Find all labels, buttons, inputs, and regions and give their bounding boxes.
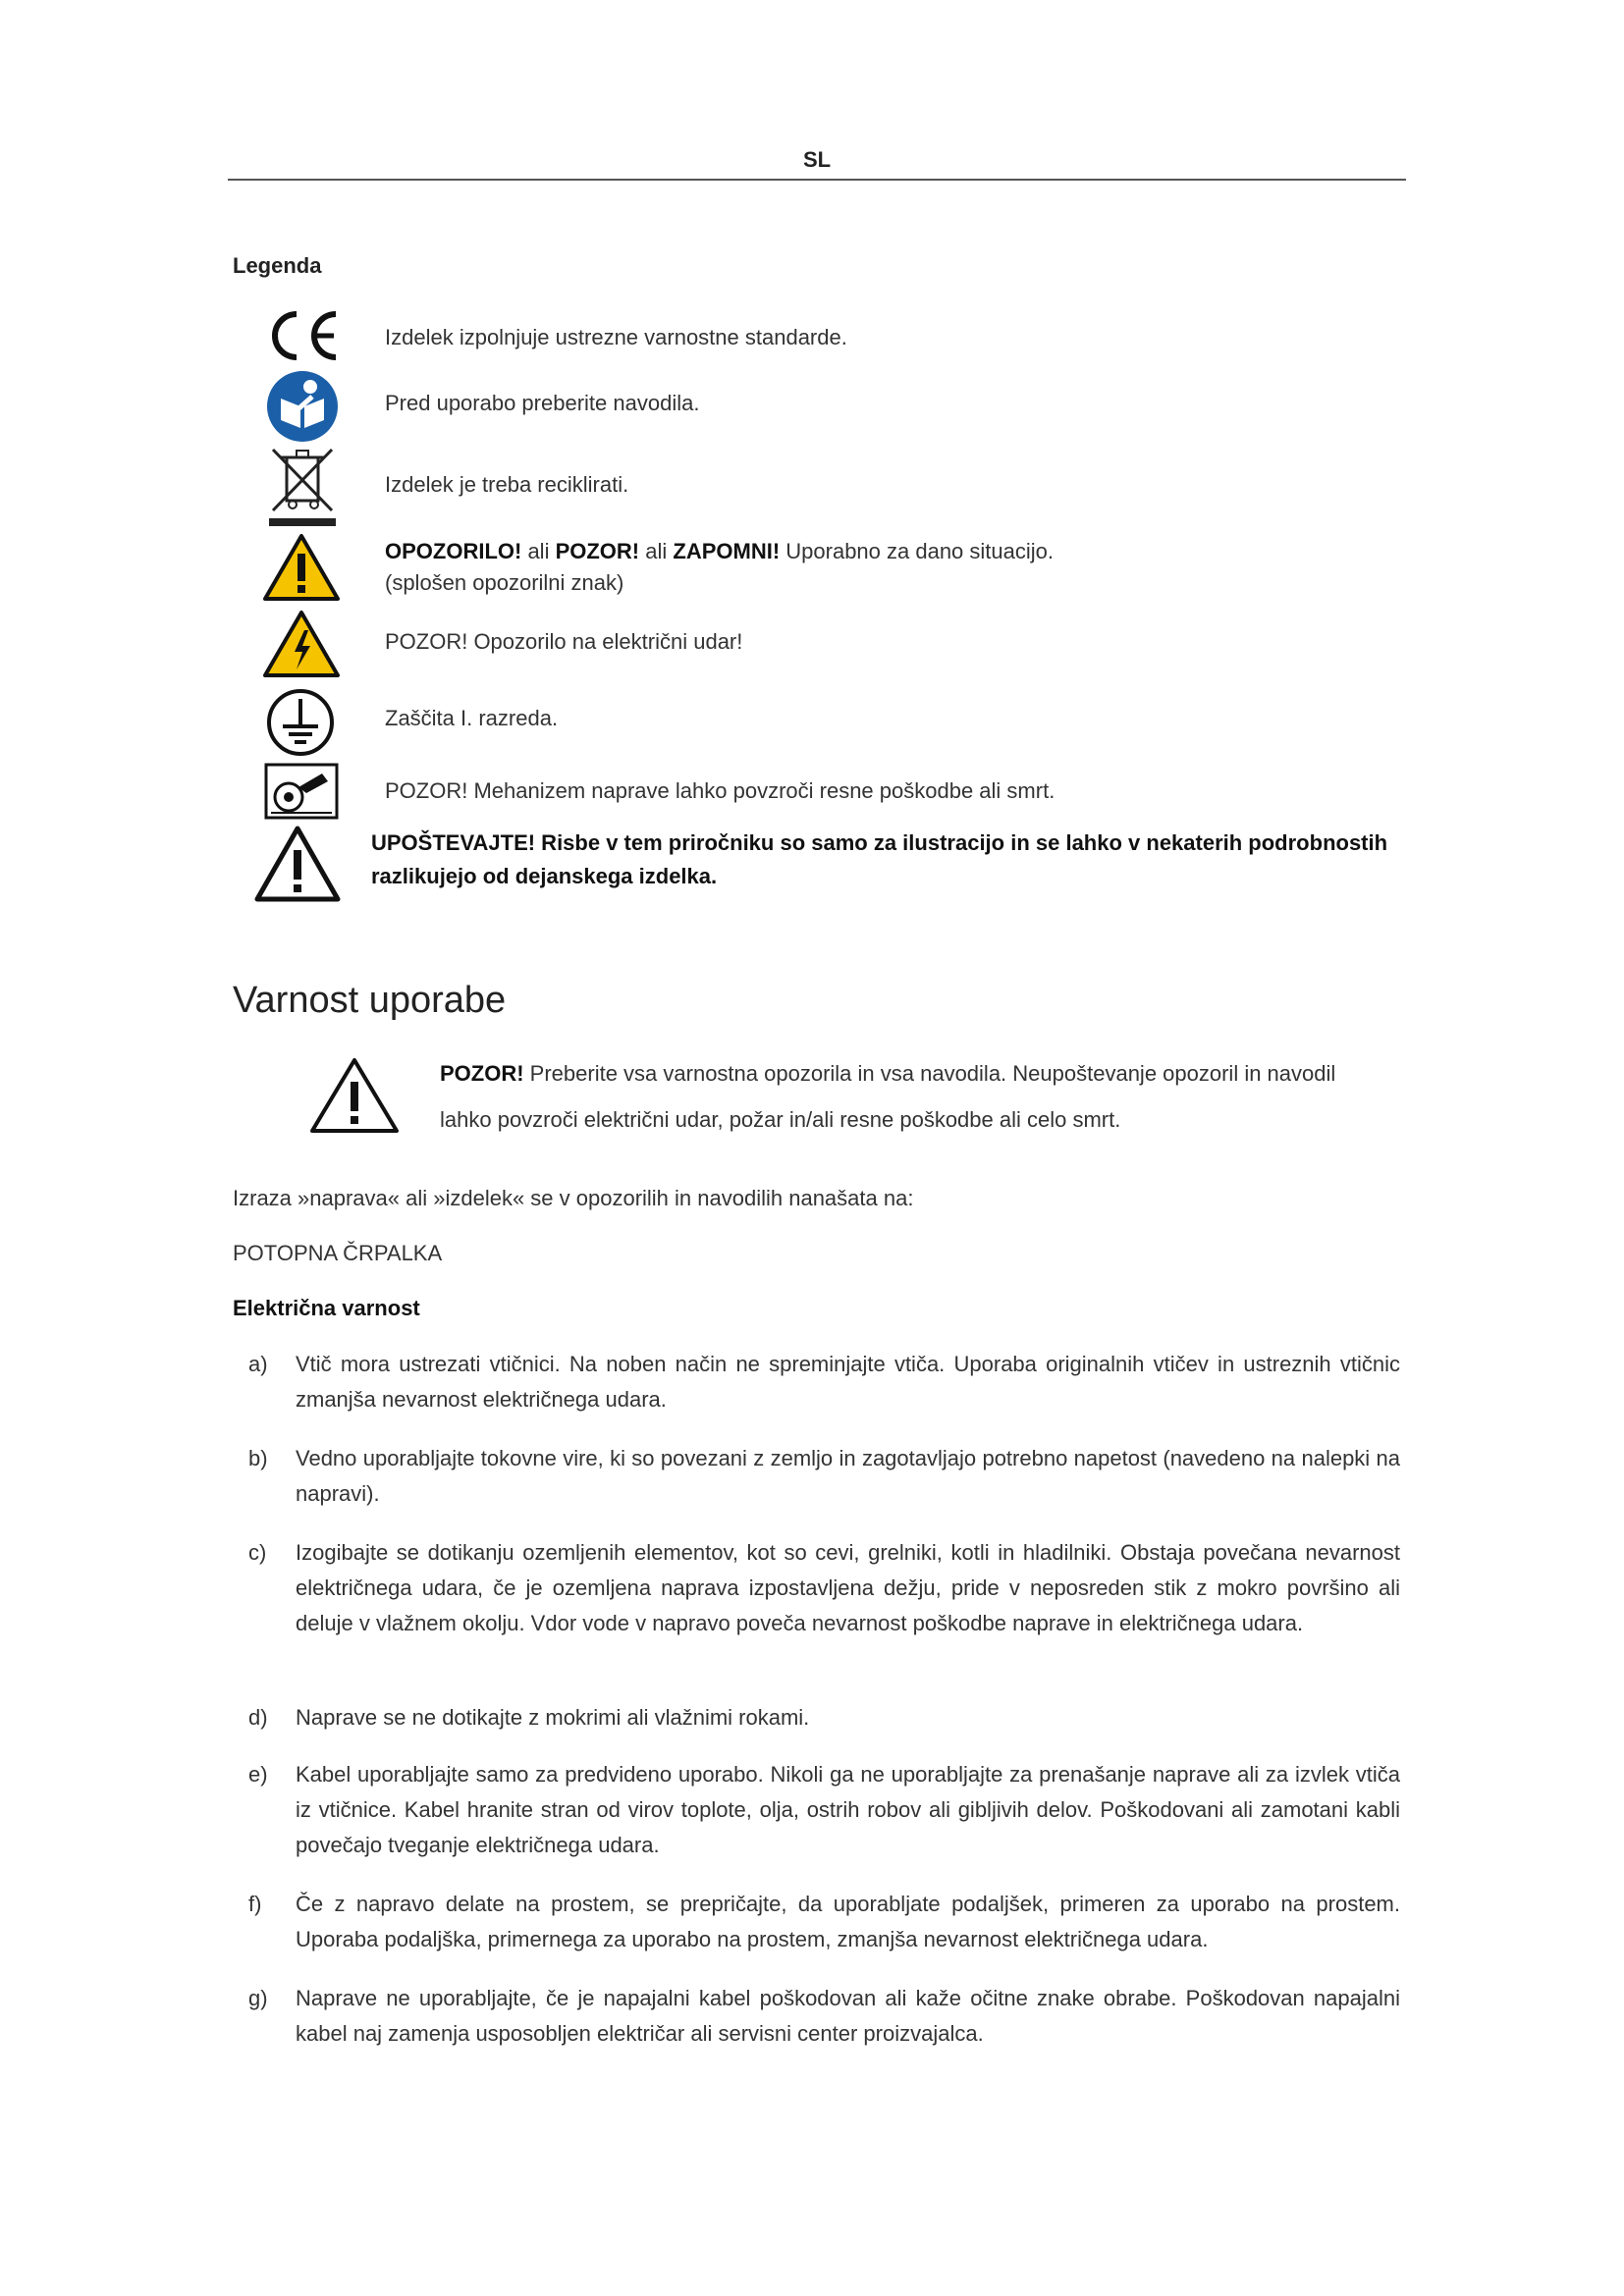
warning-mid-1: ali bbox=[521, 539, 556, 563]
safety-warning-label: POZOR! bbox=[440, 1061, 524, 1086]
list-marker: c) bbox=[248, 1540, 267, 1565]
electric-shock-icon bbox=[261, 609, 342, 679]
legend-text-recycle: Izdelek je treba reciklirati. bbox=[385, 472, 629, 497]
general-warning-icon bbox=[261, 532, 342, 603]
legend-text-note bbox=[371, 827, 1387, 893]
section-title: Varnost uporabe bbox=[233, 980, 507, 1021]
list-text: Naprave se ne dotikajte z mokrimi ali vlažnimi rokami. bbox=[296, 1705, 810, 1730]
list-text: Izogibajte se dotikanju ozemljenih elementov, kot so cevi, grelniki, kotli in hladilniki. Obstaja povečana nevarnost električnega udara, če je ozemljena naprava izpostavljena dežju, pride v neposreden stik z mokro površino ali deluje v vlažnem okolju. Vdor vode v napravo poveča nevarnost poškodbe naprave in električnega udara. bbox=[296, 1540, 1400, 1635]
note-line-1: UPOŠTEVAJTE! Risbe v tem priročniku so samo za ilustracijo in se lahko v nekaterih podrobnostih bbox=[371, 830, 1388, 855]
list-marker: b) bbox=[248, 1446, 268, 1470]
legend-text-earth: Zaščita I. razreda. bbox=[385, 706, 559, 730]
warning-mid-2: ali bbox=[639, 539, 674, 563]
read-manual-icon bbox=[265, 369, 340, 444]
warning-rest: Uporabno za dano situacijo. bbox=[780, 539, 1055, 563]
recycle-bin-icon bbox=[265, 444, 340, 528]
safety-warning-line-2: lahko povzroči električni udar, požar in/ali resne poškodbe ali celo smrt. bbox=[440, 1107, 1121, 1132]
legend-text-ce: Izdelek izpolnjuje ustrezne varnostne standarde. bbox=[385, 325, 847, 349]
safety-warning bbox=[440, 1050, 1422, 1143]
warning-label-3: ZAPOMNI! bbox=[673, 539, 781, 563]
terms-intro: Izraza »naprava« ali »izdelek« se v opozorilih in navodilih nanašata na: bbox=[233, 1186, 914, 1210]
list-marker: a) bbox=[248, 1352, 268, 1376]
electrical-safety-title: Električna varnost bbox=[233, 1296, 420, 1320]
list-marker: g) bbox=[248, 1986, 268, 2010]
safety-warning-line-1: Preberite vsa varnostna opozorila in vsa navodila. Neupoštevanje opozoril in navodil bbox=[523, 1061, 1336, 1086]
list-text: Vedno uporabljajte tokovne vire, ki so povezani z zemljo in zagotavljajo potrebno napetost (navedeno na nalepki na napravi). bbox=[296, 1446, 1400, 1506]
product-name: POTOPNA ČRPALKA bbox=[233, 1241, 443, 1265]
legend-title: Legenda bbox=[233, 253, 322, 278]
warning-subtext: (splošen opozorilni znak) bbox=[385, 570, 624, 595]
legend-text-electric: POZOR! Opozorilo na električni udar! bbox=[385, 629, 743, 654]
list-marker: d) bbox=[248, 1705, 268, 1730]
legend-text-manual: Pred uporabo preberite navodila. bbox=[385, 391, 700, 415]
warning-triangle-icon bbox=[308, 1056, 401, 1135]
list-text: Vtič mora ustrezati vtičnici. Na noben način ne spreminjajte vtiča. Uporaba originalnih vtičev in ustreznih vtičnic zmanjša nevarnost električnega udara. bbox=[296, 1352, 1400, 1412]
legend-text-warning bbox=[385, 536, 1054, 599]
list-marker: f) bbox=[248, 1892, 262, 1916]
legend-text-mechanism: POZOR! Mehanizem naprave lahko povzroči resne poškodbe ali smrt. bbox=[385, 778, 1056, 803]
note-line-2: razlikujejo od dejanskega izdelka. bbox=[371, 864, 718, 888]
page-header bbox=[228, 143, 1406, 181]
protective-earth-icon bbox=[265, 687, 336, 758]
language-code: SL bbox=[802, 147, 832, 172]
list-text: Naprave ne uporabljajte, če je napajalni kabel poškodovan ali kaže očitne znake obrabe. Poškodovan napajalni kabel naj zamenja usposobljen električar ali servisni center proizvajalca. bbox=[296, 1986, 1400, 2046]
ce-mark-icon bbox=[263, 308, 342, 363]
list-marker: e) bbox=[248, 1762, 268, 1787]
warning-label-1: OPOZORILO! bbox=[385, 539, 522, 563]
attention-icon bbox=[253, 825, 342, 903]
list-text: Če z napravo delate na prostem, se prepričajte, da uporabljate podaljšek, primeren za uporabo na prostem. Uporaba podaljška, primernega za uporabo na prostem, zmanjša nevarnost električnega udara. bbox=[296, 1892, 1400, 1951]
mechanism-danger-icon bbox=[263, 762, 340, 821]
warning-label-2: POZOR! bbox=[555, 539, 640, 563]
list-text: Kabel uporabljajte samo za predvideno uporabo. Nikoli ga ne uporabljajte za prenašanje naprave ali za izvlek vtiča iz vtičnice. Kabel hranite stran od virov toplote, olja, ostrih robov ali gibljivih delov. Poškodovani ali zamotani kabli povečajo tveganje električnega udara. bbox=[296, 1762, 1400, 1857]
